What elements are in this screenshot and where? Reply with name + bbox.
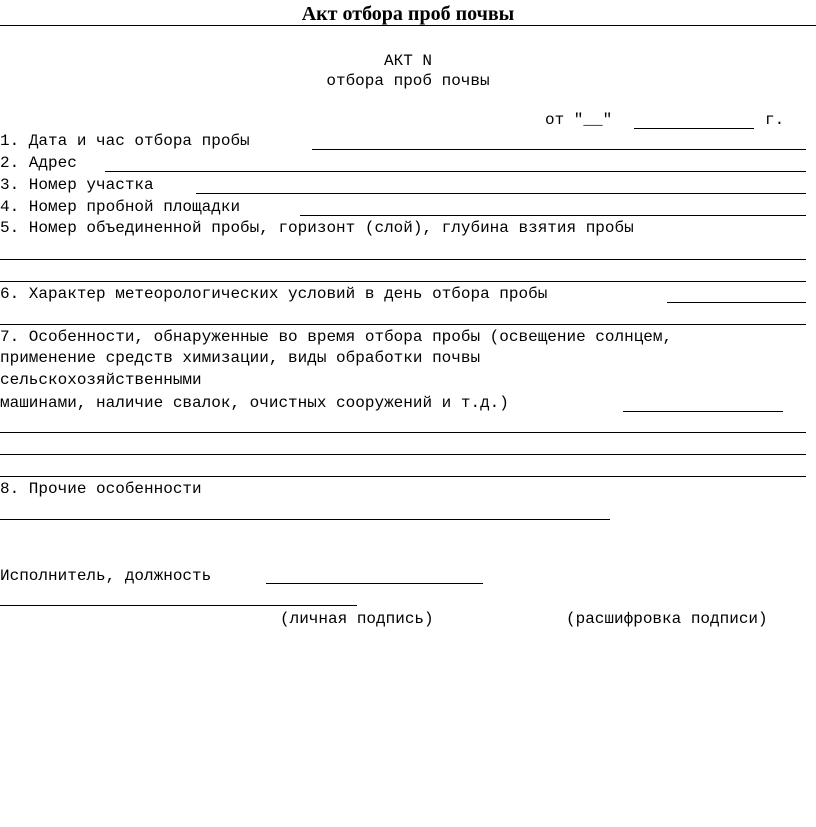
field-composite-sample-line-1[interactable] bbox=[0, 259, 806, 260]
field-features-label-line4: машинами, наличие свалок, очистных сооружений и т.д.) bbox=[0, 394, 509, 412]
field-composite-sample-label: 5. Номер объединенной пробы, горизонт (слой), глубина взятия пробы bbox=[0, 219, 634, 237]
executor-name-line[interactable] bbox=[0, 605, 357, 606]
field-composite-sample-line-2[interactable] bbox=[0, 281, 806, 282]
field-address-line[interactable] bbox=[105, 171, 806, 172]
title-divider bbox=[0, 25, 816, 26]
field-plot-number-line[interactable] bbox=[196, 193, 806, 194]
field-features-line[interactable] bbox=[623, 411, 783, 412]
field-address-label: 2. Адрес bbox=[0, 154, 77, 172]
act-subheader: отбора проб почвы bbox=[326, 72, 490, 90]
field-features-line-3[interactable] bbox=[0, 454, 806, 455]
page-title: Акт отбора проб почвы bbox=[301, 3, 515, 25]
personal-signature-caption: (личная подпись) bbox=[280, 610, 434, 628]
field-other-features-line[interactable] bbox=[0, 519, 610, 520]
executor-label: Исполнитель, должность bbox=[0, 567, 212, 585]
field-plot-number-label: 3. Номер участка bbox=[0, 176, 154, 194]
date-prefix: от "__" bbox=[545, 111, 613, 129]
field-weather-label: 6. Характер метеорологических условий в день отбора пробы bbox=[0, 285, 548, 303]
field-other-features-label: 8. Прочие особенности bbox=[0, 480, 202, 498]
field-features-line-2[interactable] bbox=[0, 432, 806, 433]
date-suffix: г. bbox=[765, 111, 785, 129]
field-sample-site-line[interactable] bbox=[300, 215, 806, 216]
field-features-label-line3: сельскохозяйственными bbox=[0, 371, 202, 389]
act-header: АКТ N bbox=[383, 52, 432, 70]
field-features-label-line2: применение средств химизации, виды обработки почвы bbox=[0, 349, 481, 367]
field-sampling-datetime-label: 1. Дата и час отбора пробы bbox=[0, 132, 250, 150]
field-features-line-4[interactable] bbox=[0, 476, 806, 477]
field-sample-site-label: 4. Номер пробной площадки bbox=[0, 198, 241, 216]
field-weather-line[interactable] bbox=[667, 302, 806, 303]
field-weather-line-2[interactable] bbox=[0, 324, 806, 325]
field-sampling-datetime-line[interactable] bbox=[312, 149, 806, 150]
signature-decoding-caption: (расшифровка подписи) bbox=[566, 610, 768, 628]
executor-position-line[interactable] bbox=[266, 583, 483, 584]
date-blank-line[interactable] bbox=[634, 128, 754, 129]
field-features-label-line1: 7. Особенности, обнаруженные во время отбора пробы (освещение солнцем, bbox=[0, 328, 673, 346]
